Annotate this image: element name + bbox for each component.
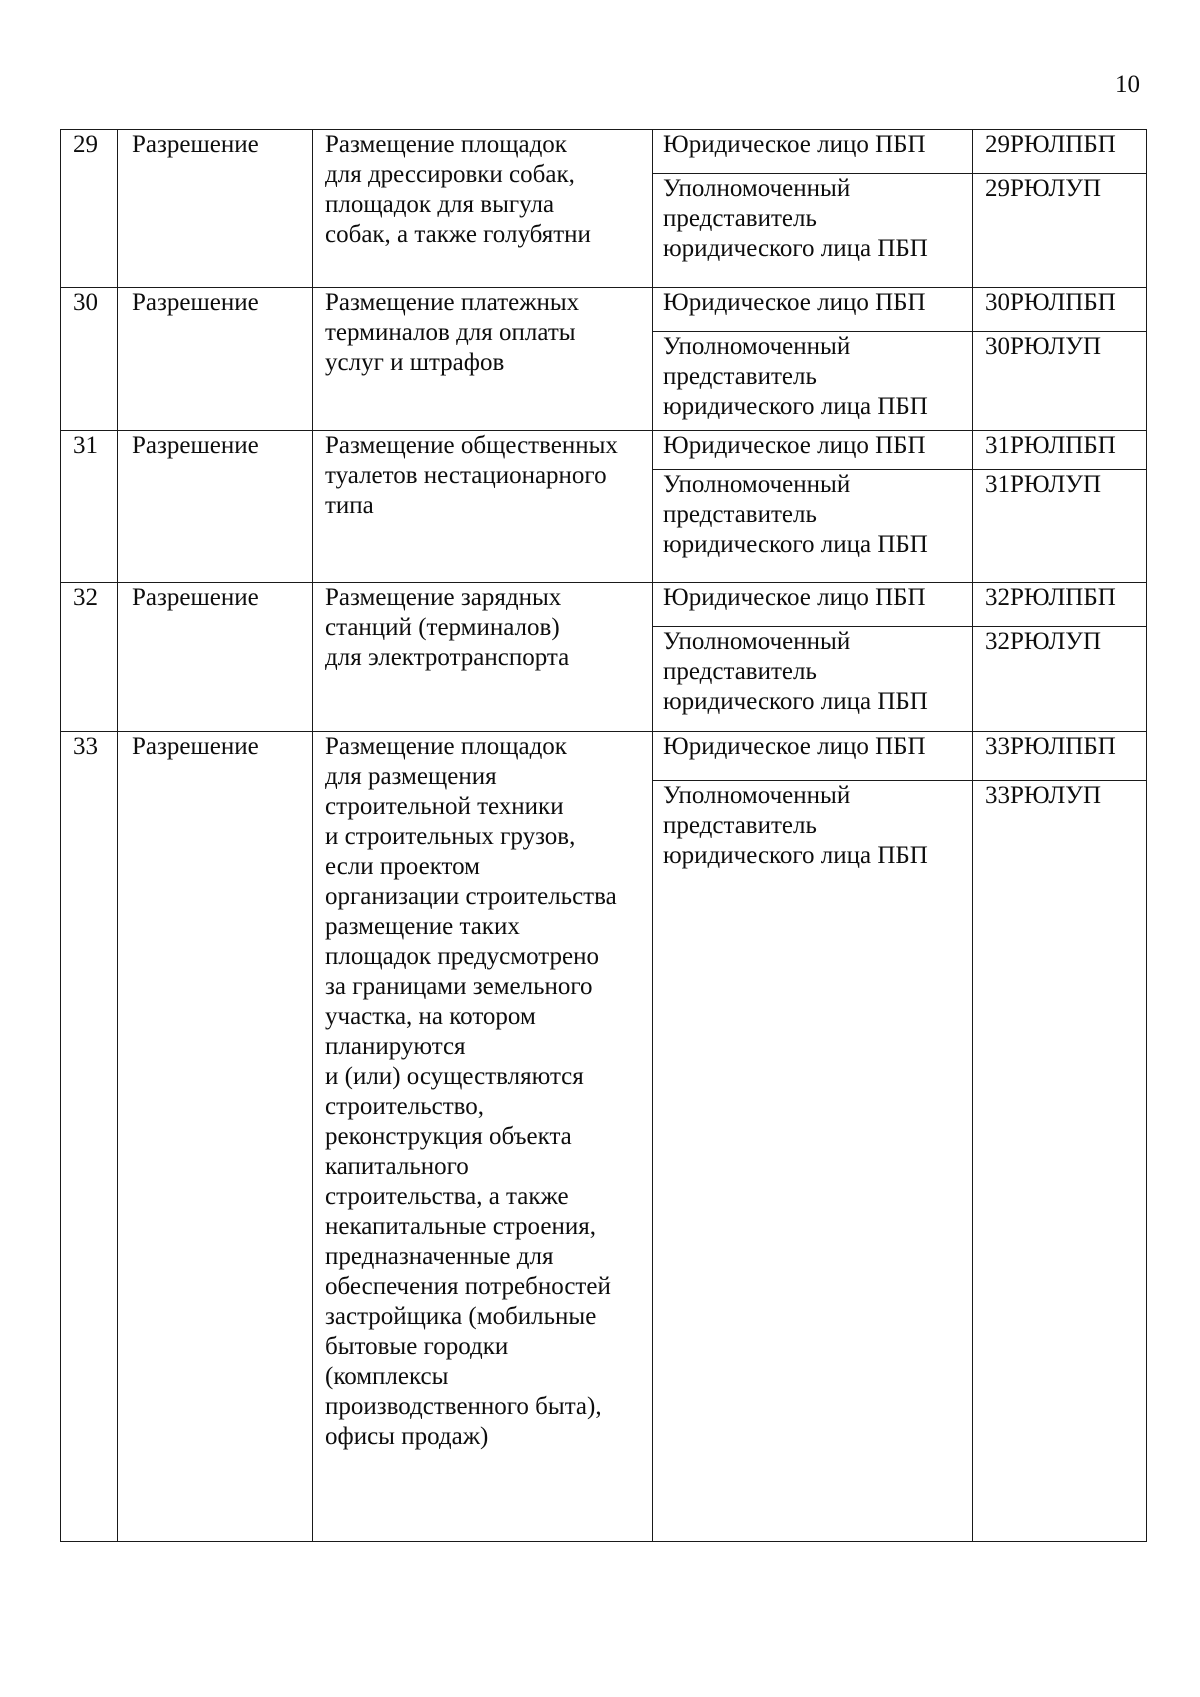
applicant-label-line: Юридическое лицо ПБП bbox=[663, 131, 926, 158]
applicant-cell bbox=[653, 130, 973, 174]
description-line: собак, а также голубятни bbox=[325, 221, 591, 248]
page-number: 10 bbox=[1115, 71, 1140, 98]
description-cell bbox=[313, 288, 653, 431]
applicant-label-line: Уполномоченный bbox=[663, 628, 851, 655]
description-line: Размещение зарядных bbox=[325, 584, 562, 611]
applicant-label-line: представитель bbox=[663, 205, 817, 232]
description-line: организации строительства bbox=[325, 883, 617, 910]
registry-code: 33РЮЛПБП bbox=[985, 733, 1116, 760]
row-number-cell bbox=[61, 431, 118, 583]
description-line: размещение таких bbox=[325, 913, 520, 940]
applicant-cell bbox=[653, 781, 973, 1542]
description-line: Размещение площадок bbox=[325, 131, 567, 158]
code-cell bbox=[973, 332, 1147, 431]
row-number: 33 bbox=[73, 733, 98, 760]
description-line: Размещение платежных bbox=[325, 289, 580, 316]
row-number: 31 bbox=[73, 432, 98, 459]
description-line: капитального bbox=[325, 1153, 469, 1180]
registry-code: 29РЮЛУП bbox=[985, 175, 1102, 202]
code-cell bbox=[973, 470, 1147, 583]
row-number-cell bbox=[61, 288, 118, 431]
description-line: для электротранспорта bbox=[325, 644, 570, 671]
registry-code: 31РЮЛПБП bbox=[985, 432, 1116, 459]
applicant-cell bbox=[653, 627, 973, 732]
applicant-label-line: Юридическое лицо ПБП bbox=[663, 584, 926, 611]
applicant-label-line: представитель bbox=[663, 363, 817, 390]
row-number: 29 bbox=[73, 131, 98, 158]
document-type: Разрешение bbox=[132, 584, 259, 611]
applicant-cell bbox=[653, 288, 973, 332]
description-line: туалетов нестационарного bbox=[325, 462, 607, 489]
row-number-cell bbox=[61, 583, 118, 732]
description-line: типа bbox=[325, 492, 374, 519]
document-type: Разрешение bbox=[132, 432, 259, 459]
description-line: строительство, bbox=[325, 1093, 485, 1120]
applicant-label-line: Уполномоченный bbox=[663, 333, 851, 360]
description-cell bbox=[313, 583, 653, 732]
registry-code: 30РЮЛПБП bbox=[985, 289, 1116, 316]
applicant-cell bbox=[653, 470, 973, 583]
description-line: терминалов для оплаты bbox=[325, 319, 576, 346]
description-line: строительства, а также bbox=[325, 1183, 569, 1210]
description-line: и (или) осуществляются bbox=[325, 1063, 584, 1090]
code-cell bbox=[973, 583, 1147, 627]
description-line: и строительных грузов, bbox=[325, 823, 576, 850]
document-type-cell bbox=[118, 288, 313, 431]
description-line: бытовые городки bbox=[325, 1333, 509, 1360]
registry-code: 33РЮЛУП bbox=[985, 782, 1102, 809]
registry-code: 30РЮЛУП bbox=[985, 333, 1102, 360]
applicant-label-line: Юридическое лицо ПБП bbox=[663, 733, 926, 760]
code-cell bbox=[973, 732, 1147, 781]
registry-code: 31РЮЛУП bbox=[985, 471, 1102, 498]
table-body bbox=[61, 130, 1147, 1542]
applicant-label-line: Уполномоченный bbox=[663, 471, 851, 498]
document-type-cell bbox=[118, 431, 313, 583]
document-type: Разрешение bbox=[132, 733, 259, 760]
document-type-cell bbox=[118, 732, 313, 1542]
applicant-cell bbox=[653, 174, 973, 288]
applicant-label-line: Уполномоченный bbox=[663, 782, 851, 809]
description-cell bbox=[313, 732, 653, 1542]
applicant-label-line: юридического лица ПБП bbox=[663, 393, 928, 420]
code-cell bbox=[973, 431, 1147, 470]
permit-registry-table bbox=[60, 129, 1147, 1542]
table-row bbox=[61, 732, 1147, 781]
applicant-label-line: юридического лица ПБП bbox=[663, 235, 928, 262]
description-line: станций (терминалов) bbox=[325, 614, 560, 641]
description-cell bbox=[313, 130, 653, 288]
applicant-cell bbox=[653, 583, 973, 627]
description-line: услуг и штрафов bbox=[325, 349, 505, 376]
description-line: площадок предусмотрено bbox=[325, 943, 599, 970]
description-line: строительной техники bbox=[325, 793, 564, 820]
description-line: участка, на котором bbox=[325, 1003, 536, 1030]
description-line: офисы продаж) bbox=[325, 1423, 489, 1450]
description-line: некапитальные строения, bbox=[325, 1213, 596, 1240]
description-line: застройщика (мобильные bbox=[325, 1303, 597, 1330]
document-type: Разрешение bbox=[132, 289, 259, 316]
description-line: обеспечения потребностей bbox=[325, 1273, 611, 1300]
description-line: Размещение площадок bbox=[325, 733, 567, 760]
code-cell bbox=[973, 288, 1147, 332]
row-number: 32 bbox=[73, 584, 98, 611]
applicant-cell bbox=[653, 431, 973, 470]
registry-code: 29РЮЛПБП bbox=[985, 131, 1116, 158]
description-line: площадок для выгула bbox=[325, 191, 555, 218]
table-row bbox=[61, 431, 1147, 470]
applicant-label-line: представитель bbox=[663, 658, 817, 685]
table-row bbox=[61, 288, 1147, 332]
description-line: Размещение общественных bbox=[325, 432, 618, 459]
applicant-label-line: юридического лица ПБП bbox=[663, 531, 928, 558]
description-line: реконструкция объекта bbox=[325, 1123, 572, 1150]
description-cell bbox=[313, 431, 653, 583]
description-line: производственного быта), bbox=[325, 1393, 602, 1420]
row-number-cell bbox=[61, 732, 118, 1542]
applicant-label-line: Юридическое лицо ПБП bbox=[663, 289, 926, 316]
description-line: для размещения bbox=[325, 763, 497, 790]
table-row bbox=[61, 130, 1147, 174]
applicant-label-line: представитель bbox=[663, 501, 817, 528]
description-line: предназначенные для bbox=[325, 1243, 554, 1270]
applicant-cell bbox=[653, 332, 973, 431]
description-line: если проектом bbox=[325, 853, 480, 880]
code-cell bbox=[973, 627, 1147, 732]
applicant-label-line: представитель bbox=[663, 812, 817, 839]
applicant-label-line: юридического лица ПБП bbox=[663, 688, 928, 715]
document-type: Разрешение bbox=[132, 131, 259, 158]
description-line: за границами земельного bbox=[325, 973, 593, 1000]
document-type-cell bbox=[118, 130, 313, 288]
registry-code: 32РЮЛУП bbox=[985, 628, 1102, 655]
table-row bbox=[61, 583, 1147, 627]
document-type-cell bbox=[118, 583, 313, 732]
registry-code: 32РЮЛПБП bbox=[985, 584, 1116, 611]
code-cell bbox=[973, 174, 1147, 288]
row-number: 30 bbox=[73, 289, 98, 316]
applicant-label-line: юридического лица ПБП bbox=[663, 842, 928, 869]
applicant-label-line: Юридическое лицо ПБП bbox=[663, 432, 926, 459]
code-cell bbox=[973, 130, 1147, 174]
description-line: (комплексы bbox=[325, 1363, 449, 1390]
description-line: планируются bbox=[325, 1033, 466, 1060]
row-number-cell bbox=[61, 130, 118, 288]
applicant-cell bbox=[653, 732, 973, 781]
description-line: для дрессировки собак, bbox=[325, 161, 575, 188]
applicant-label-line: Уполномоченный bbox=[663, 175, 851, 202]
code-cell bbox=[973, 781, 1147, 1542]
